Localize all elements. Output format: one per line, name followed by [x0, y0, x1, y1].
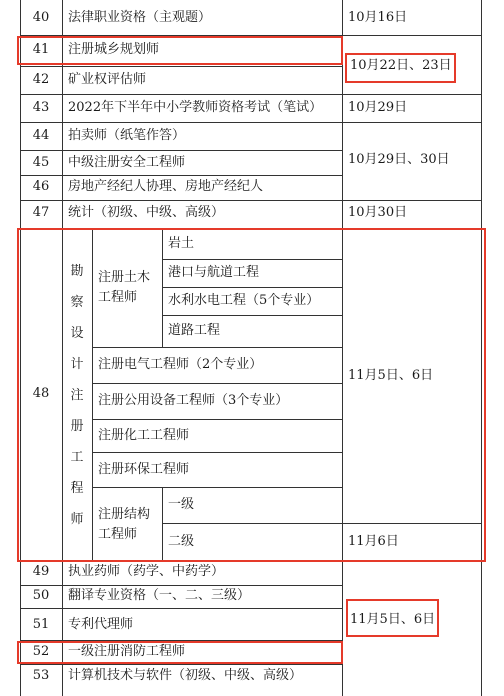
row-number: 40	[32, 10, 50, 25]
row-number: 50	[32, 588, 50, 603]
row-number: 43	[32, 100, 50, 115]
exam-name: 计算机技术与软件（初级、中级、高级）	[68, 668, 303, 683]
grid-line	[20, 66, 342, 67]
civil-sub-road: 道路工程	[168, 323, 221, 338]
grid-line	[20, 150, 342, 151]
exam-name: 房地产经纪人协理、房地产经纪人	[68, 179, 264, 194]
exam-name: 执业药师（药学、中药学）	[68, 564, 225, 579]
highlight-box	[17, 36, 343, 65]
highlight-box	[345, 53, 456, 83]
grid-line	[20, 94, 482, 95]
exam-name: 法律职业资格（主观题）	[68, 10, 212, 25]
exam-date: 11月6日	[348, 534, 399, 549]
structural-level2: 二级	[168, 534, 195, 549]
exam-date: 11月5日、6日	[350, 612, 436, 627]
highlight-box	[346, 599, 439, 637]
utilities-engineer: 注册公用设备工程师（3个专业）	[98, 393, 289, 408]
exam-date: 10月29日、30日	[348, 152, 450, 167]
exam-name: 2022年下半年中小学教师资格考试（笔试）	[68, 100, 323, 115]
exam-name: 中级注册安全工程师	[68, 155, 186, 170]
group-label-char: 工	[70, 450, 84, 465]
civil-sub-port: 港口与航道工程	[168, 265, 260, 280]
row-number: 41	[32, 42, 50, 57]
row-number: 47	[32, 205, 50, 220]
exam-name: 矿业权评估师	[68, 72, 147, 87]
exam-date: 11月5日、6日	[348, 368, 434, 383]
civil-engineer-label: 注册土木	[98, 270, 151, 285]
chemical-engineer: 注册化工工程师	[98, 428, 190, 443]
group-label-char: 察	[70, 295, 84, 310]
group-label-char: 注	[70, 388, 84, 403]
group-label-char: 册	[70, 419, 84, 434]
structural-level1: 一级	[168, 497, 195, 512]
row-number: 53	[32, 668, 50, 683]
grid-line	[20, 608, 342, 609]
group-label-char: 师	[70, 512, 84, 527]
exam-name: 统计（初级、中级、高级）	[68, 205, 225, 220]
exam-date: 10月30日	[348, 205, 408, 220]
group-label-char: 计	[70, 357, 84, 372]
highlight-box	[17, 641, 343, 664]
group-label-char: 勘	[70, 264, 84, 279]
row-number: 42	[32, 72, 50, 87]
row-number: 52	[32, 644, 50, 659]
highlight-box	[17, 228, 486, 562]
structural-engineer-label: 注册结构	[98, 507, 151, 522]
civil-engineer-label: 工程师	[98, 290, 138, 305]
exam-date: 10月22日、23日	[350, 58, 452, 73]
grid-line	[20, 664, 342, 665]
exam-name: 一级注册消防工程师	[68, 644, 186, 659]
civil-sub-geotech: 岩土	[168, 236, 195, 251]
row-number: 45	[32, 155, 50, 170]
grid-line	[20, 200, 482, 201]
row-number: 44	[32, 128, 50, 143]
grid-line	[20, 585, 342, 586]
exam-date: 10月29日	[348, 100, 408, 115]
group-label-char: 设	[70, 326, 84, 341]
row-number: 46	[32, 179, 50, 194]
grid-line	[20, 175, 342, 176]
row-number: 51	[32, 617, 50, 632]
electrical-engineer: 注册电气工程师（2个专业）	[98, 357, 263, 372]
row-number: 48	[32, 386, 50, 401]
exam-name: 专利代理师	[68, 617, 134, 632]
grid-line	[20, 122, 482, 123]
exam-date: 10月16日	[348, 10, 408, 25]
exam-name: 拍卖师（纸笔作答）	[68, 128, 186, 143]
group-label-char: 程	[70, 481, 84, 496]
structural-engineer-label: 工程师	[98, 527, 138, 542]
row-number: 49	[32, 564, 50, 579]
exam-name: 翻译专业资格（一、二、三级）	[68, 588, 251, 603]
civil-sub-hydro: 水利水电工程（5个专业）	[168, 293, 320, 308]
environmental-engineer: 注册环保工程师	[98, 462, 190, 477]
exam-name: 注册城乡规划师	[68, 42, 160, 57]
